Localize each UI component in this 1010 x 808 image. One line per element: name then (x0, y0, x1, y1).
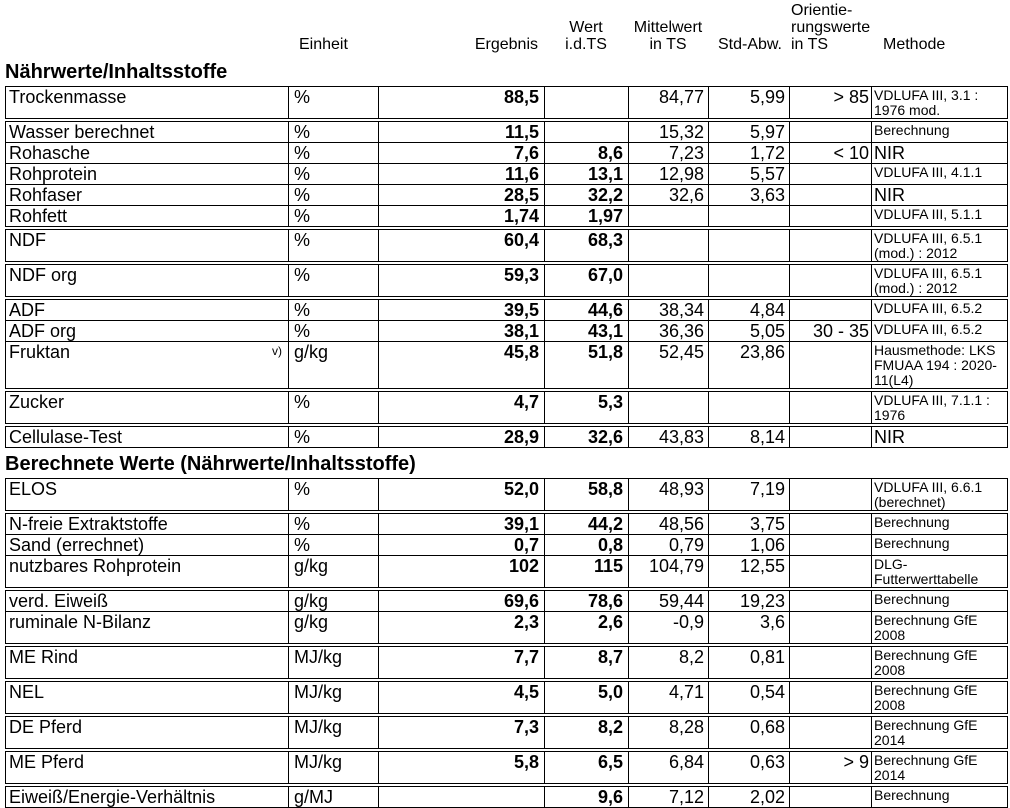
parameter-name-cell (6, 612, 289, 643)
unit-cell: g/kg (289, 612, 379, 643)
methode-cell: Berechnung (874, 535, 950, 551)
orientierungswert-cell (790, 556, 872, 587)
orientierungswert-cell (790, 122, 872, 142)
methode-cell: VDLUFA III, 6.6.1 (berechnet) (874, 479, 983, 510)
orientierungswert-cell (790, 230, 872, 261)
unit-cell: % (289, 392, 379, 423)
wert-idts-value-cell (545, 87, 629, 118)
table-row (5, 751, 1008, 784)
section-title-naehrwerte: Nährwerte/Inhaltsstoffe (5, 61, 228, 83)
mittelwert-cell: 12,98 (629, 164, 709, 184)
parameter-name: N-freie Extraktstoffe (9, 514, 168, 534)
std-abw-cell: 4,84 (709, 300, 790, 320)
mittelwert-cell: 6,84 (629, 752, 709, 783)
parameter-name: Cellulase-Test (9, 427, 123, 447)
unit-cell: MJ/kg (289, 682, 379, 713)
table-row (5, 513, 1008, 535)
table-row (5, 646, 1008, 679)
unit-cell: % (289, 479, 379, 510)
std-abw-cell: 12,55 (709, 556, 790, 587)
parameter-name-cell (6, 143, 289, 163)
methode-cell: Berechnung GfE 2014 (874, 752, 978, 783)
table-row (5, 391, 1008, 424)
std-abw-cell: 0,68 (709, 717, 790, 748)
parameter-name: NDF org (9, 265, 78, 285)
orientierungswert-cell (790, 185, 872, 205)
mittelwert-cell: 15,32 (629, 122, 709, 142)
orientierungswert-cell (790, 787, 872, 807)
table-row (5, 299, 1008, 321)
table-column-headers (5, 0, 1008, 56)
mittelwert-cell: 38,34 (629, 300, 709, 320)
orientierungswert-cell (790, 647, 872, 678)
methode-cell: VDLUFA III, 3.1 : 1976 mod. (874, 87, 979, 118)
wert-idts-value-cell: 115 (545, 556, 629, 587)
parameter-name: Eiweiß/Energie-Verhältnis (9, 787, 216, 807)
unit-cell: g/kg (289, 556, 379, 587)
ergebnis-value-cell: 5,8 (379, 752, 545, 783)
parameter-name: ADF org (9, 321, 77, 341)
mittelwert-cell: 48,93 (629, 479, 709, 510)
wert-idts-value-cell: 68,3 (545, 230, 629, 261)
std-abw-cell (709, 392, 790, 423)
parameter-name: Trockenmasse (9, 87, 127, 107)
wert-idts-value-cell: 6,5 (545, 752, 629, 783)
std-abw-cell: 3,63 (709, 185, 790, 205)
std-abw-cell: 5,97 (709, 122, 790, 142)
methode-cell: NIR (874, 185, 905, 205)
unit-cell: MJ/kg (289, 752, 379, 783)
mittelwert-cell: 4,71 (629, 682, 709, 713)
wert-idts-value-cell: 9,6 (545, 787, 629, 807)
unit-cell: % (289, 514, 379, 534)
methode-cell: VDLUFA III, 6.5.1 (mod.) : 2012 (874, 230, 983, 261)
mittelwert-cell: -0,9 (629, 612, 709, 643)
parameter-name: verd. Eiweiß (9, 591, 109, 611)
ergebnis-value-cell: 28,5 (379, 185, 545, 205)
table-row (5, 229, 1008, 262)
parameter-name: NEL (9, 682, 45, 702)
unit-cell: % (289, 87, 379, 118)
berechnete-werte-table (5, 478, 1008, 808)
table-row (5, 478, 1008, 511)
std-abw-cell: 1,06 (709, 535, 790, 555)
ergebnis-value-cell: 45,8 (379, 342, 545, 388)
wert-idts-value-cell: 5,3 (545, 392, 629, 423)
wert-idts-value-cell (545, 122, 629, 142)
table-row (5, 86, 1008, 119)
methode-cell: DLG-Futterwerttabelle (874, 556, 979, 587)
parameter-name: ME Rind (9, 647, 79, 667)
ergebnis-value-cell: 0,7 (379, 535, 545, 555)
ergebnis-value-cell: 7,7 (379, 647, 545, 678)
orientierungswert-cell (790, 612, 872, 643)
table-row (5, 716, 1008, 749)
parameter-name-cell (6, 427, 289, 447)
unit-cell: % (289, 321, 379, 341)
unit-cell: % (289, 122, 379, 142)
mittelwert-cell: 7,12 (629, 787, 709, 807)
wert-idts-value-cell: 44,2 (545, 514, 629, 534)
orientierungswert-cell (790, 535, 872, 555)
wert-idts-value-cell: 2,6 (545, 612, 629, 643)
mittelwert-cell: 84,77 (629, 87, 709, 118)
std-abw-cell: 5,05 (709, 321, 790, 341)
unit-cell: % (289, 206, 379, 226)
ergebnis-value-cell: 4,7 (379, 392, 545, 423)
ergebnis-value-cell: 11,6 (379, 164, 545, 184)
parameter-name: Rohfaser (9, 185, 83, 205)
std-abw-cell: 23,86 (709, 342, 790, 388)
std-abw-cell: 8,14 (709, 427, 790, 447)
mittelwert-cell: 43,83 (629, 427, 709, 447)
std-abw-cell: 5,57 (709, 164, 790, 184)
methode-cell: Berechnung GfE 2014 (874, 717, 978, 748)
parameter-name-cell (6, 479, 289, 510)
methode-cell: Hausmethode: LKS FMUAA 194 : 2020-11(L4) (874, 342, 997, 388)
orientierungswert-cell (790, 342, 872, 388)
mittelwert-cell: 7,23 (629, 143, 709, 163)
parameter-name-cell (6, 787, 289, 807)
ergebnis-value-cell: 52,0 (379, 479, 545, 510)
parameter-name-cell (6, 392, 289, 423)
ergebnis-value-cell: 28,9 (379, 427, 545, 447)
unit-cell: g/kg (289, 591, 379, 611)
table-row (5, 320, 1008, 342)
ergebnis-value-cell: 88,5 (379, 87, 545, 118)
ergebnis-value-cell: 2,3 (379, 612, 545, 643)
ergebnis-value-cell: 69,6 (379, 591, 545, 611)
unit-cell: MJ/kg (289, 717, 379, 748)
naehrwerte-table (5, 86, 1008, 448)
unit-cell: % (289, 300, 379, 320)
std-abw-cell: 0,81 (709, 647, 790, 678)
unit-cell: g/kg (289, 342, 379, 388)
parameter-name-cell (6, 717, 289, 748)
orientierungswert-cell (790, 591, 872, 611)
table-row (5, 205, 1008, 227)
wert-idts-value-cell: 78,6 (545, 591, 629, 611)
parameter-name: NDF (9, 230, 46, 250)
parameter-name-cell (6, 185, 289, 205)
wert-idts-value-cell: 0,8 (545, 535, 629, 555)
std-abw-cell: 3,6 (709, 612, 790, 643)
ergebnis-value-cell: 102 (379, 556, 545, 587)
table-row (5, 786, 1008, 808)
parameter-name: ADF (9, 300, 45, 320)
mittelwert-cell: 104,79 (629, 556, 709, 587)
parameter-name-cell (6, 230, 289, 261)
parameter-name: ruminale N-Bilanz (9, 612, 152, 632)
column-header-orientierung: Orientie- rungswerte in TS (791, 2, 871, 53)
parameter-name-cell (6, 206, 289, 226)
column-header-wert_ts: Wert i.d.TS (565, 19, 607, 53)
methode-cell: Berechnung (874, 787, 950, 803)
parameter-name-cell (6, 321, 289, 341)
table-row (5, 681, 1008, 714)
wert-idts-value-cell: 67,0 (545, 265, 629, 296)
orientierungswert-cell (790, 514, 872, 534)
methode-cell: NIR (874, 427, 905, 447)
parameter-name: Rohprotein (9, 164, 98, 184)
std-abw-cell: 7,19 (709, 479, 790, 510)
orientierungswert-cell (790, 682, 872, 713)
mittelwert-cell: 59,44 (629, 591, 709, 611)
wert-idts-value-cell: 13,1 (545, 164, 629, 184)
table-row (5, 184, 1008, 206)
methode-cell: VDLUFA III, 6.5.2 (874, 321, 983, 337)
parameter-name-cell (6, 265, 289, 296)
parameter-name: DE Pferd (9, 717, 83, 737)
unit-cell: % (289, 143, 379, 163)
parameter-name: Fruktan (9, 342, 71, 362)
orientierungswert-cell (790, 392, 872, 423)
table-row (5, 555, 1008, 588)
parameter-name-cell (6, 300, 289, 320)
wert-idts-value-cell: 58,8 (545, 479, 629, 510)
parameter-name: nutzbares Rohprotein (9, 556, 182, 576)
parameter-name-cell (6, 535, 289, 555)
footnote-marker: v) (272, 344, 282, 358)
column-header-ergebnis: Ergebnis (474, 36, 538, 53)
table-row (5, 264, 1008, 297)
unit-cell: % (289, 185, 379, 205)
mittelwert-cell: 8,2 (629, 647, 709, 678)
orientierungswert-cell (790, 164, 872, 184)
ergebnis-value-cell: 7,6 (379, 143, 545, 163)
std-abw-cell: 0,54 (709, 682, 790, 713)
methode-cell: Berechnung GfE 2008 (874, 612, 978, 643)
wert-idts-value-cell: 5,0 (545, 682, 629, 713)
ergebnis-value-cell: 60,4 (379, 230, 545, 261)
methode-cell: VDLUFA III, 4.1.1 (874, 164, 983, 180)
parameter-name: ME Pferd (9, 752, 85, 772)
mittelwert-cell (629, 206, 709, 226)
unit-cell: % (289, 164, 379, 184)
table-row (5, 534, 1008, 556)
methode-cell: Berechnung (874, 514, 950, 530)
parameter-name: Zucker (9, 392, 65, 412)
column-header-std_abw: Std-Abw. (717, 36, 782, 53)
std-abw-cell: 19,23 (709, 591, 790, 611)
orientierungswert-cell (790, 479, 872, 510)
ergebnis-value-cell: 38,1 (379, 321, 545, 341)
parameter-name: Sand (errechnet) (9, 535, 145, 555)
orientierungswert-cell (790, 206, 872, 226)
ergebnis-value-cell: 59,3 (379, 265, 545, 296)
mittelwert-cell: 0,79 (629, 535, 709, 555)
mittelwert-cell (629, 392, 709, 423)
parameter-name: Rohasche (9, 143, 91, 163)
parameter-name-cell (6, 591, 289, 611)
wert-idts-value-cell: 8,7 (545, 647, 629, 678)
methode-cell: VDLUFA III, 5.1.1 (874, 206, 983, 222)
parameter-name: Rohfett (9, 206, 68, 226)
parameter-name-cell (6, 87, 289, 118)
parameter-name-cell (6, 556, 289, 587)
unit-cell: % (289, 427, 379, 447)
parameter-name-cell (6, 752, 289, 783)
wert-idts-value-cell: 32,2 (545, 185, 629, 205)
section-naehrwerte (5, 62, 1008, 448)
table-row (5, 142, 1008, 164)
methode-cell: Berechnung GfE 2008 (874, 682, 978, 713)
parameter-name-cell (6, 122, 289, 142)
std-abw-cell (709, 265, 790, 296)
mittelwert-cell (629, 230, 709, 261)
orientierungswert-cell (790, 265, 872, 296)
wert-idts-value-cell: 43,1 (545, 321, 629, 341)
methode-cell: Berechnung (874, 591, 950, 607)
parameter-name-cell (6, 682, 289, 713)
mittelwert-cell: 8,28 (629, 717, 709, 748)
std-abw-cell: 0,63 (709, 752, 790, 783)
column-header-methode: Methode (883, 36, 946, 53)
column-header-mittelwert: Mittelwert in TS (633, 19, 703, 53)
std-abw-cell: 3,75 (709, 514, 790, 534)
mittelwert-cell: 52,45 (629, 342, 709, 388)
mittelwert-cell: 32,6 (629, 185, 709, 205)
std-abw-cell: 5,99 (709, 87, 790, 118)
unit-cell: g/MJ (289, 787, 379, 807)
std-abw-cell: 1,72 (709, 143, 790, 163)
unit-cell: % (289, 230, 379, 261)
methode-cell: NIR (874, 143, 905, 163)
parameter-name-cell (6, 647, 289, 678)
wert-idts-value-cell: 8,2 (545, 717, 629, 748)
methode-cell: Berechnung GfE 2008 (874, 647, 978, 678)
unit-cell: MJ/kg (289, 647, 379, 678)
methode-cell: VDLUFA III, 7.1.1 : 1976 (874, 392, 990, 423)
table-row (5, 341, 1008, 389)
mittelwert-cell: 36,36 (629, 321, 709, 341)
mittelwert-cell: 48,56 (629, 514, 709, 534)
section-berechnete-werte (5, 454, 1008, 808)
orientierungswert-cell: > 85 (790, 87, 872, 118)
ergebnis-value-cell: 4,5 (379, 682, 545, 713)
methode-cell: Berechnung (874, 122, 950, 138)
wert-idts-value-cell: 32,6 (545, 427, 629, 447)
orientierungswert-cell: 30 - 35 (790, 321, 872, 341)
orientierungswert-cell (790, 717, 872, 748)
unit-cell: % (289, 535, 379, 555)
table-row (5, 590, 1008, 612)
parameter-name-cell (6, 514, 289, 534)
orientierungswert-cell: > 9 (790, 752, 872, 783)
std-abw-cell (709, 230, 790, 261)
ergebnis-value-cell: 11,5 (379, 122, 545, 142)
parameter-name: ELOS (9, 479, 58, 499)
ergebnis-value-cell: 39,1 (379, 514, 545, 534)
column-header-unit: Einheit (299, 36, 348, 53)
std-abw-cell (709, 206, 790, 226)
methode-cell: VDLUFA III, 6.5.1 (mod.) : 2012 (874, 265, 983, 296)
table-row (5, 163, 1008, 185)
wert-idts-value-cell: 8,6 (545, 143, 629, 163)
section-title-berechnete-werte: Berechnete Werte (Nährwerte/Inhaltsstoffe) (5, 453, 416, 475)
orientierungswert-cell (790, 427, 872, 447)
orientierungswert-cell (790, 300, 872, 320)
ergebnis-value-cell: 39,5 (379, 300, 545, 320)
unit-cell: % (289, 265, 379, 296)
parameter-name: Wasser berechnet (9, 122, 155, 142)
ergebnis-value-cell: 1,74 (379, 206, 545, 226)
wert-idts-value-cell: 51,8 (545, 342, 629, 388)
ergebnis-value-cell: 7,3 (379, 717, 545, 748)
mittelwert-cell (629, 265, 709, 296)
table-row (5, 426, 1008, 448)
parameter-name-cell (6, 342, 289, 388)
parameter-name-cell (6, 164, 289, 184)
wert-idts-value-cell: 1,97 (545, 206, 629, 226)
ergebnis-value-cell (379, 787, 545, 807)
methode-cell: VDLUFA III, 6.5.2 (874, 300, 983, 316)
orientierungswert-cell: < 10 (790, 143, 872, 163)
table-row (5, 611, 1008, 644)
wert-idts-value-cell: 44,6 (545, 300, 629, 320)
table-row (5, 121, 1008, 143)
std-abw-cell: 2,02 (709, 787, 790, 807)
